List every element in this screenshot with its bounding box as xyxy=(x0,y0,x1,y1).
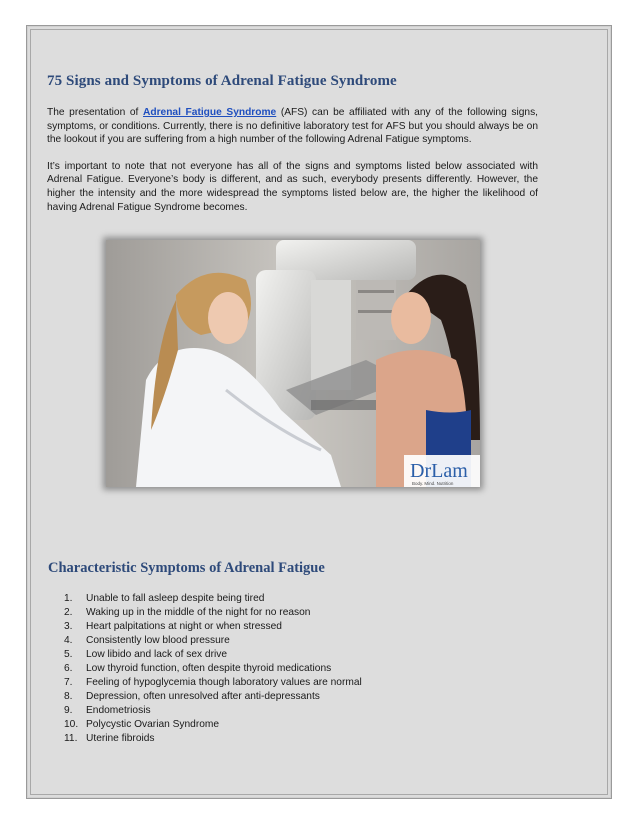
symptom-item xyxy=(64,620,362,634)
intro-paragraph xyxy=(47,106,538,147)
intro-text-start: The presentation of xyxy=(47,107,143,118)
adrenal-fatigue-link[interactable]: Adrenal Fatigue Syndrome xyxy=(143,107,277,118)
symptom-number: 10. xyxy=(64,719,79,730)
symptom-text: Low libido and lack of sex drive xyxy=(86,649,228,660)
note-paragraph: It’s important to note that not everyone has all of the signs and symptoms listed below associated with Adrenal Fatigue. Everyone’s body is different, and as such, everybody presents differently. However, the higher the intensity and the more widespread the symptoms listed below are, the higher the likelihood of having Adrenal Fatigue Syndrome becomes. xyxy=(47,160,538,213)
document-body xyxy=(47,73,538,214)
symptom-text: Low thyroid function, often despite thyroid medications xyxy=(86,663,332,674)
symptom-text: Endometriosis xyxy=(86,705,151,716)
section-heading: Characteristic Symptoms of Adrenal Fatigue xyxy=(48,560,325,576)
mammogram-photo xyxy=(106,240,480,487)
symptom-text: Unable to fall asleep despite being tired xyxy=(86,593,265,604)
symptom-item xyxy=(64,718,362,732)
symptom-number: 5. xyxy=(64,649,73,660)
symptom-number: 3. xyxy=(64,621,73,632)
symptom-item xyxy=(64,648,362,662)
symptom-number: 2. xyxy=(64,607,73,618)
page-title: 75 Signs and Symptoms of Adrenal Fatigue Syndrome xyxy=(47,73,397,89)
symptom-text: Polycystic Ovarian Syndrome xyxy=(86,719,220,730)
intro-text-end: (AFS) can be affiliated with any of the following signs, symptoms, or conditions. Currently, there is no definitive laboratory test for AFS but you should always be on the lookout if you are suffering from a high number of the following Adrenal Fatigue symptoms. xyxy=(47,107,538,146)
symptom-list xyxy=(64,592,362,746)
symptom-text: Depression, often unresolved after anti-depressants xyxy=(86,691,320,702)
symptom-number: 8. xyxy=(64,691,73,702)
symptom-number: 9. xyxy=(64,705,73,716)
symptom-item xyxy=(64,662,362,676)
symptom-text: Heart palpitations at night or when stressed xyxy=(86,621,282,632)
symptom-number: 1. xyxy=(64,593,73,604)
symptom-text: Waking up in the middle of the night for no reason xyxy=(86,607,311,618)
symptom-number: 11. xyxy=(64,733,78,744)
symptom-text: Consistently low blood pressure xyxy=(86,635,230,646)
symptom-item xyxy=(64,676,362,690)
symptom-text: Uterine fibroids xyxy=(86,733,155,744)
symptom-item xyxy=(64,634,362,648)
drlam-logo-tagline: Body. Mind. Nutrition xyxy=(412,481,454,486)
symptom-item xyxy=(64,704,362,718)
symptom-text: Feeling of hypoglycemia though laboratory values are normal xyxy=(86,677,362,688)
drlam-logo-text: DrLam xyxy=(410,460,468,482)
symptom-item xyxy=(64,690,362,704)
symptom-item xyxy=(64,592,362,606)
symptom-item xyxy=(64,732,362,746)
symptom-number: 4. xyxy=(64,635,73,646)
symptom-number: 7. xyxy=(64,677,73,688)
symptom-number: 6. xyxy=(64,663,73,674)
symptom-item xyxy=(64,606,362,620)
